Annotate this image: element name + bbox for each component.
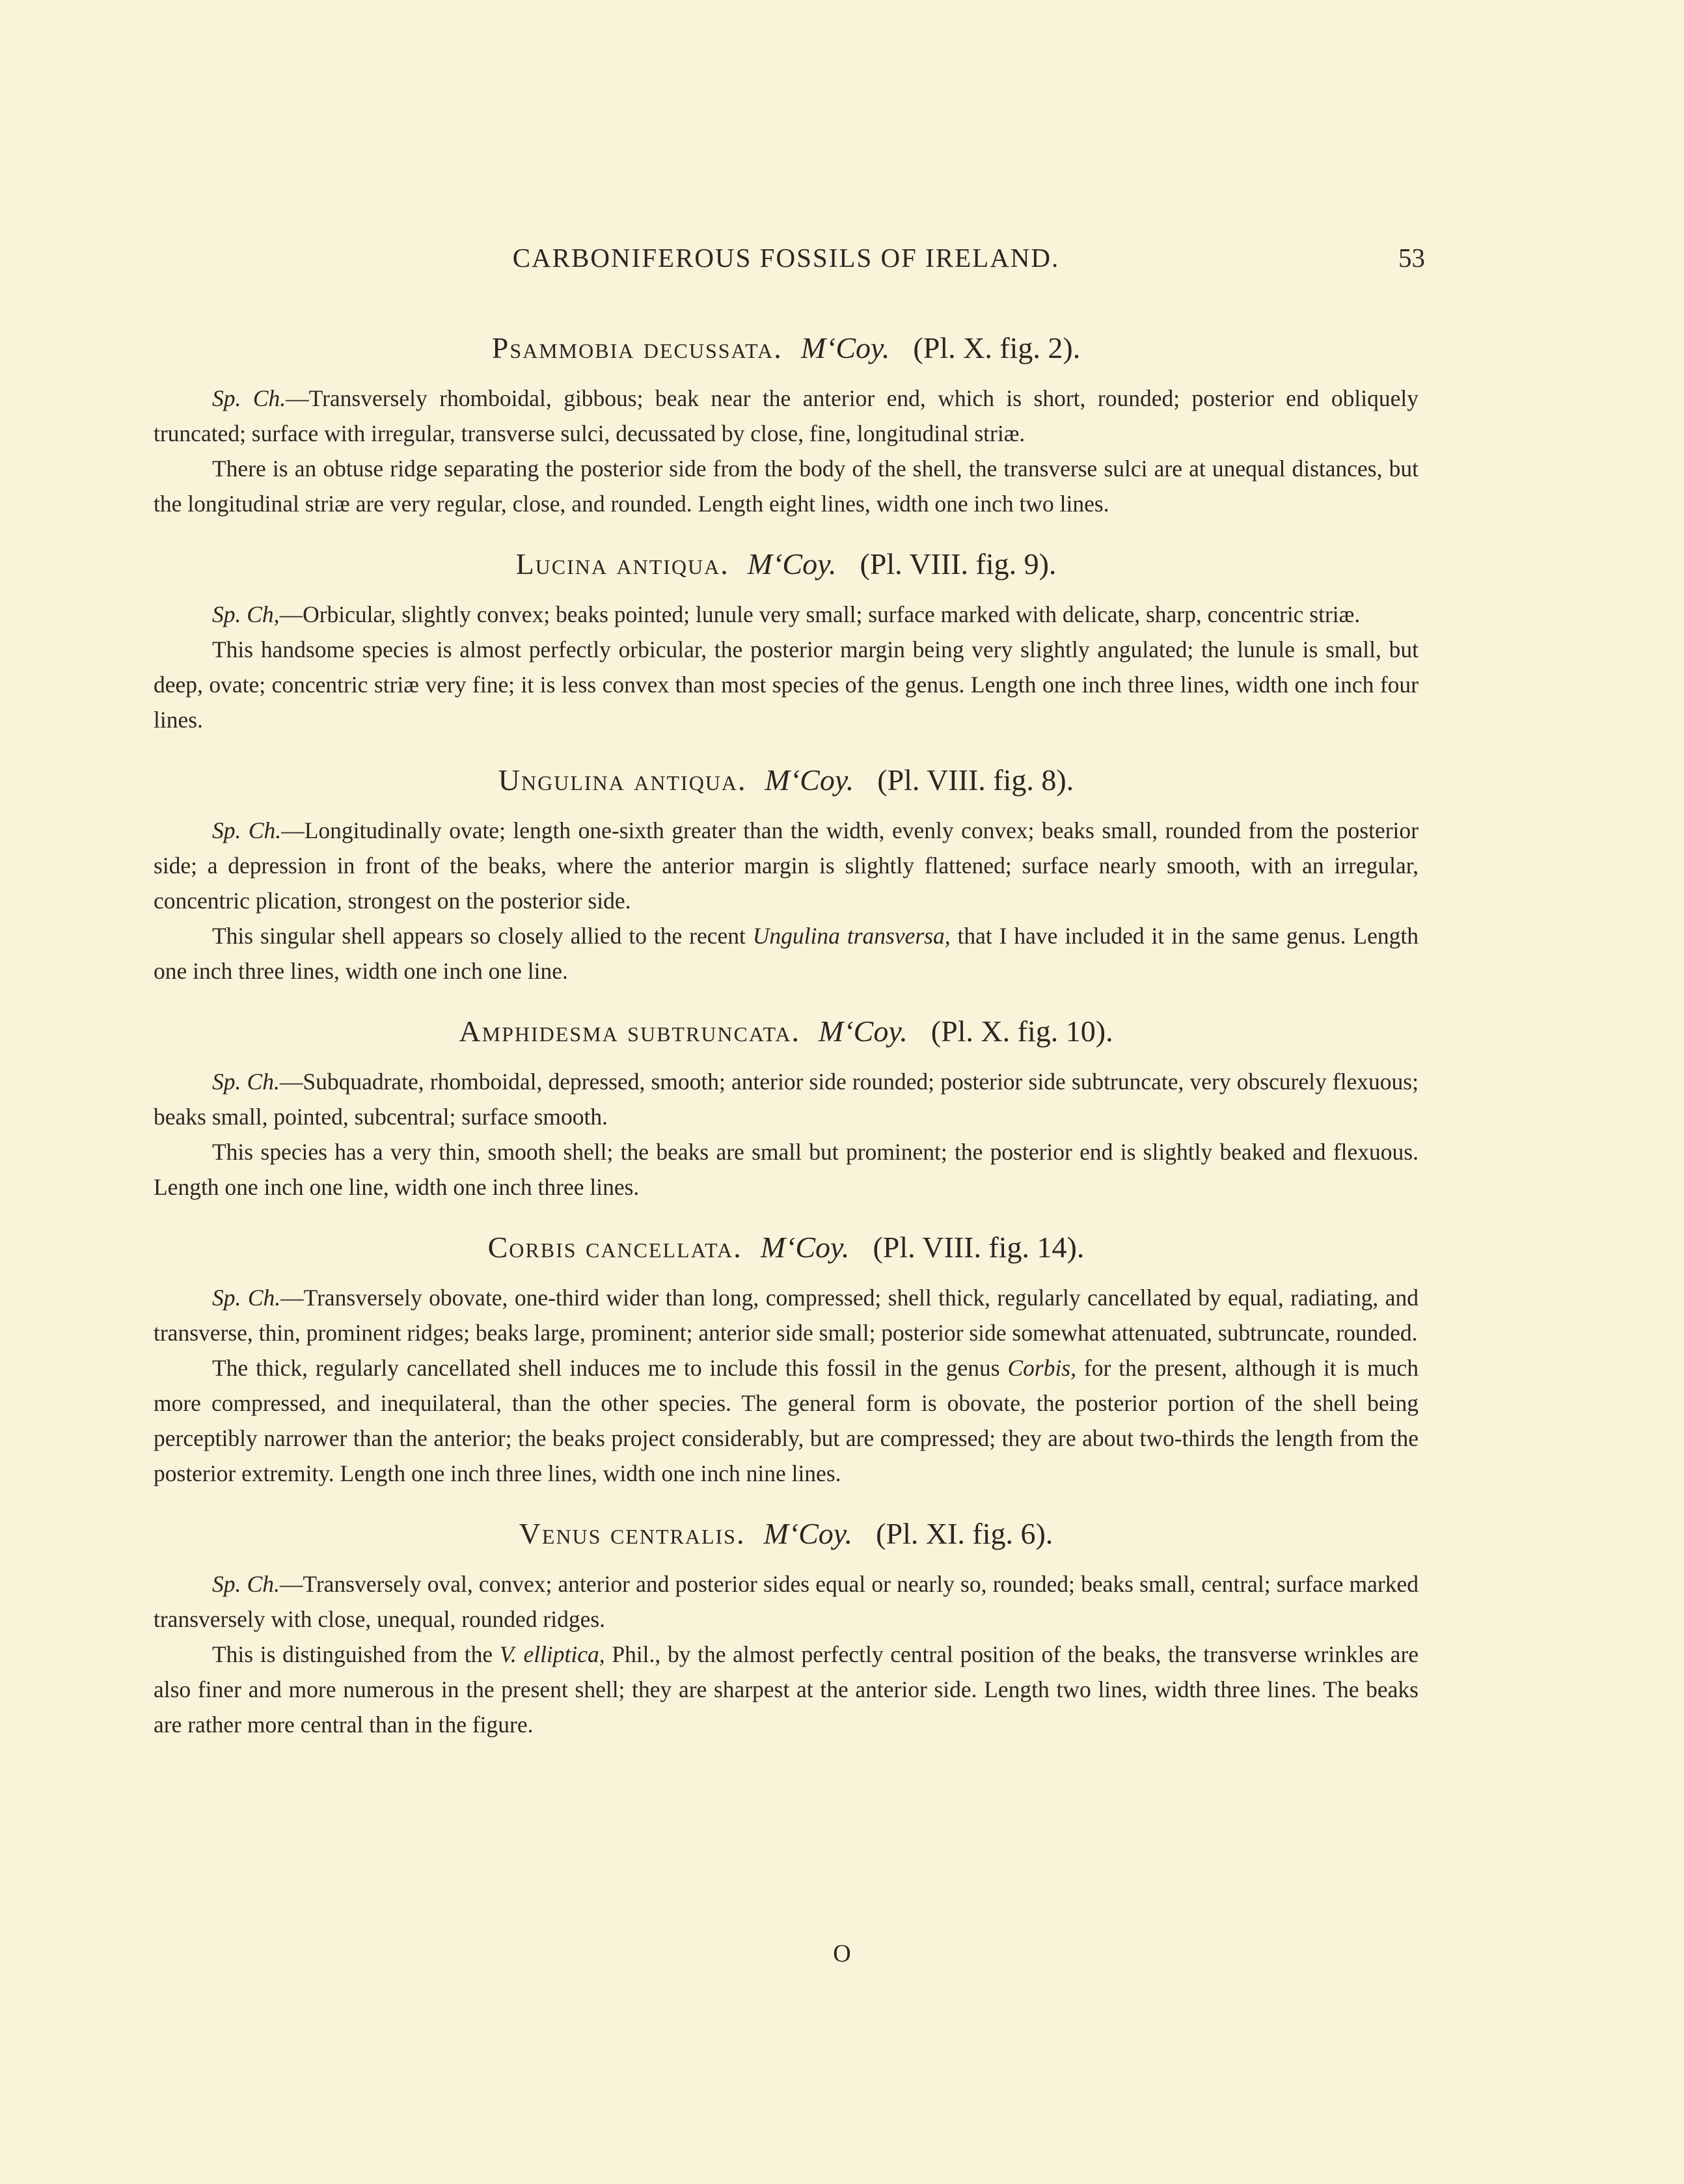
- description-text: There is an obtuse ridge separating the posterior side from the body of the shell, the transverse sulci are at unequal distances, but the longitudinal striæ are very regular, close, and rounded. Length eight lines, width one inch two lines.: [154, 456, 1419, 517]
- species-author: M‘Coy.: [760, 1231, 850, 1264]
- plate-reference: (Pl. X. fig. 10).: [930, 1015, 1113, 1048]
- description-text: for the present, although it is much more compressed, and inequilateral, than the other species. The general form is obovate, the posterior portion of the shell being perceptibly narrower than the anterior; the beaks project considerably, but are compressed; they are about two-thirds the length from the posterior extremity. Length one inch three lines, width one inch nine lines.: [154, 1355, 1419, 1486]
- characters-label: Sp. Ch.: [212, 1069, 280, 1095]
- page-number: 53: [1398, 243, 1425, 273]
- species-author: M‘Coy.: [765, 763, 854, 797]
- characters-text: —Orbicular, slightly convex; beaks pointed; lunule very small; surface marked with delicate, sharp, concentric striæ.: [279, 601, 1361, 627]
- characters-text: —Transversely oval, convex; anterior and posterior sides equal or nearly so, rounded; beaks small, central; surface marked transversely with close, unequal, rounded ridges.: [154, 1571, 1419, 1632]
- plate-reference: (Pl. X. fig. 2).: [913, 331, 1081, 364]
- description-text: This handsome species is almost perfectly orbicular, the posterior margin being very slightly angulated; the lunule is small, but deep, ovate; concentric striæ very fine; it is less convex than most species of the genus. Length one inch three lines, width one inch four lines.: [154, 636, 1419, 733]
- species-entry: [154, 329, 1419, 521]
- specific-characters: [154, 1280, 1419, 1350]
- description-text: This is distinguished from the: [212, 1641, 500, 1667]
- species-name: Lucina antiqua.: [515, 547, 729, 580]
- species-description: [154, 1637, 1419, 1742]
- characters-text: —Transversely obovate, one-third wider than long, compressed; shell thick, regularly cancellated by equal, radiating, and transverse, thin, prominent ridges; beaks large, prominent; anterior side small; posterior side somewhat attenuated, subtruncate, rounded.: [154, 1285, 1419, 1346]
- species-heading: [154, 761, 1419, 800]
- characters-label: Sp. Ch,: [212, 601, 280, 627]
- species-name: Venus centralis.: [519, 1517, 746, 1550]
- species-description: [154, 1350, 1419, 1491]
- characters-label: Sp. Ch.: [212, 1571, 280, 1597]
- description-text: This species has a very thin, smooth shell; the beaks are small but prominent; the posterior end is slightly beaked and flexuous. Length one inch one line, width one inch three lines.: [154, 1139, 1419, 1200]
- running-title: CARBONIFEROUS FOSSILS OF IRELAND.: [512, 243, 1060, 273]
- species-author: M‘Coy.: [763, 1517, 853, 1550]
- description-text: This singular shell appears so closely allied to the recent: [212, 923, 753, 949]
- species-heading: [154, 1228, 1419, 1267]
- species-name: Corbis cancellata.: [487, 1231, 742, 1264]
- specific-characters: [154, 381, 1419, 451]
- italic-genus-reference: Corbis,: [1007, 1355, 1076, 1381]
- species-author: M‘Coy.: [747, 547, 837, 580]
- species-name: Psammobia decussata.: [491, 331, 783, 364]
- italic-species-reference: V. elliptica,: [499, 1641, 605, 1667]
- plate-reference: (Pl. XI. fig. 6).: [876, 1517, 1053, 1550]
- species-entry: [154, 1012, 1419, 1205]
- species-entry: [154, 761, 1419, 989]
- species-heading: [154, 545, 1419, 584]
- species-heading: [154, 329, 1419, 368]
- species-entry: [154, 1514, 1419, 1742]
- characters-text: —Subquadrate, rhomboidal, depressed, smooth; anterior side rounded; posterior side subtruncate, very obscurely flexuous; beaks small, pointed, subcentral; surface smooth.: [154, 1069, 1419, 1130]
- running-head: [154, 242, 1425, 281]
- description-text: Phil., by the almost perfectly central position of the beaks, the transverse wrinkles are also finer and more numerous in the present shell; they are sharpest at the anterior side. Length two lines, width three lines. The beaks are rather more central than in the figure.: [154, 1641, 1419, 1738]
- species-name: Ungulina antiqua.: [498, 763, 747, 797]
- specific-characters: [154, 813, 1419, 918]
- specific-characters: [154, 1566, 1419, 1637]
- description-text: The thick, regularly cancellated shell induces me to include this fossil in the genus: [212, 1355, 1008, 1381]
- characters-label: Sp. Ch.: [212, 817, 282, 843]
- italic-species-reference: Ungulina transversa,: [752, 923, 951, 949]
- species-author: M‘Coy.: [819, 1015, 908, 1048]
- species-description: [154, 451, 1419, 521]
- species-entry: [154, 1228, 1419, 1491]
- specific-characters: [154, 1064, 1419, 1134]
- printer-signature-mark: O: [833, 1940, 851, 1967]
- plate-reference: (Pl. VIII. fig. 14).: [873, 1231, 1085, 1264]
- species-description: [154, 918, 1419, 989]
- species-name: Amphidesma subtruncata.: [459, 1015, 801, 1048]
- characters-text: —Longitudinally ovate; length one-sixth greater than the width, evenly convex; beaks small, rounded from the posterior side; a depression in front of the beaks, where the anterior margin is slightly flattened; surface nearly smooth, with an irregular, concentric plication, strongest on the posterior side.: [154, 817, 1419, 914]
- species-author: M‘Coy.: [800, 331, 890, 364]
- species-description: [154, 632, 1419, 737]
- specific-characters: [154, 597, 1419, 632]
- plate-reference: (Pl. VIII. fig. 9).: [860, 547, 1057, 580]
- characters-text: —Transversely rhomboidal, gibbous; beak near the anterior end, which is short, rounded; posterior end obliquely truncated; surface with irregular, transverse sulci, decussated by close, fine, longitudinal striæ.: [154, 385, 1419, 446]
- species-heading: [154, 1514, 1419, 1553]
- species-description: [154, 1134, 1419, 1205]
- species-entry: [154, 545, 1419, 737]
- characters-label: Sp. Ch.: [212, 1285, 281, 1311]
- species-heading: [154, 1012, 1419, 1051]
- characters-label: Sp. Ch.: [212, 385, 286, 411]
- plate-reference: (Pl. VIII. fig. 8).: [877, 763, 1074, 797]
- page-content: [154, 329, 1419, 1742]
- description-text: that I have included it in the same genus. Length one inch three lines, width one inch one line.: [154, 923, 1419, 984]
